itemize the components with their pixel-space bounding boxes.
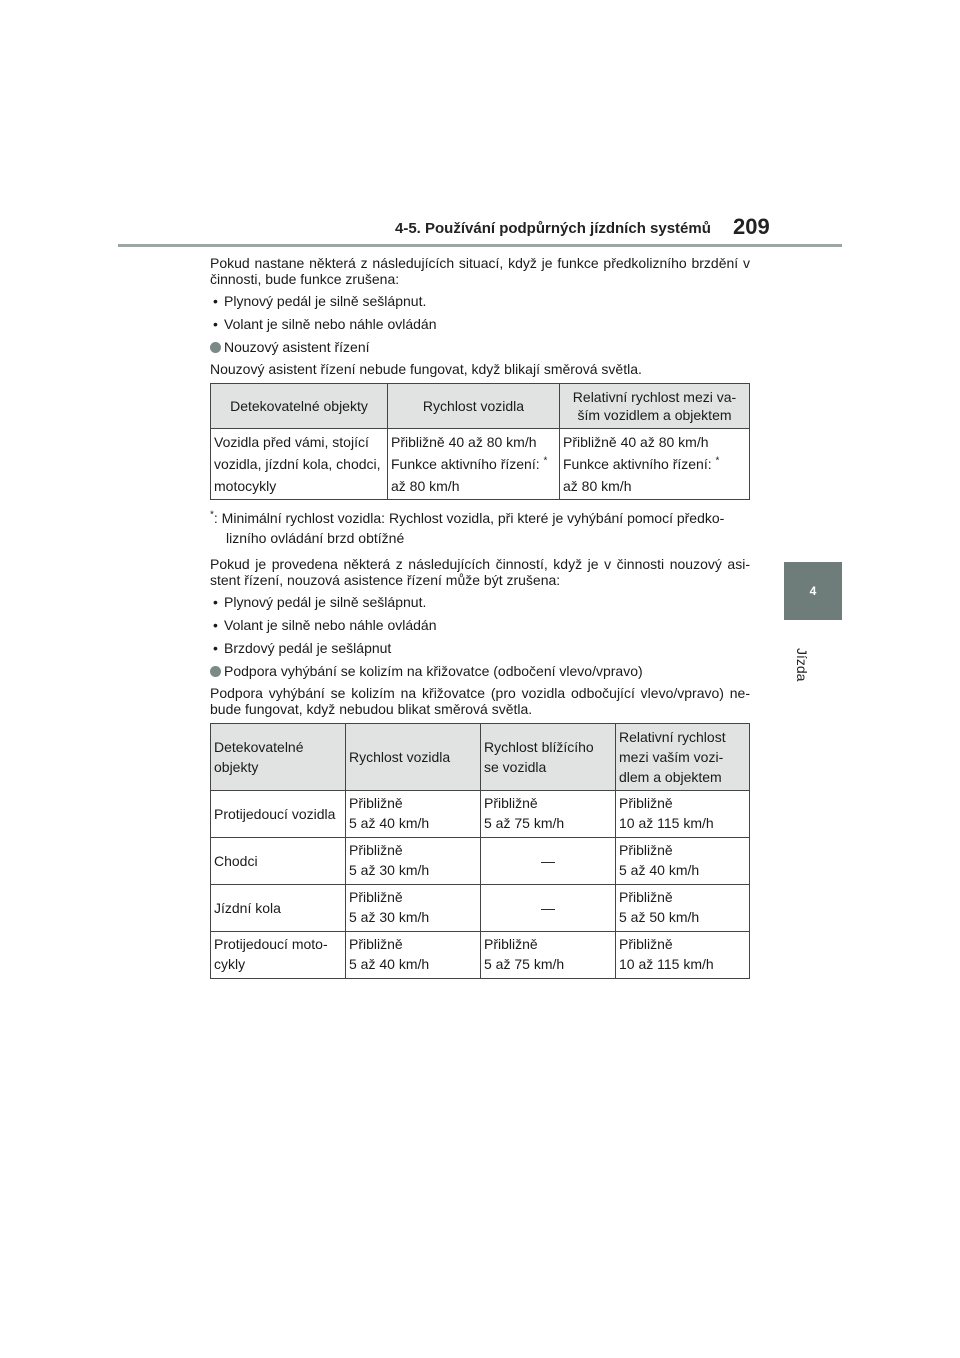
- chapter-label: [788, 648, 838, 708]
- table-cell: Přibližně 10 až 115 km/h: [616, 932, 750, 979]
- list-item: • Plynový pedál je silně sešlápnut.: [213, 293, 427, 309]
- list-item: • Volant je silně nebo náhle ovládán: [213, 316, 437, 332]
- table-header: Rychlost blížícího se vozidla: [481, 724, 616, 791]
- table-cell: Přibližně 5 až 30 km/h: [346, 885, 481, 932]
- table-cell: Přibližně 5 až 50 km/h: [616, 885, 750, 932]
- paragraph: Pokud je provedena některá z následujících činností, když je v činnosti nouzový asi-stent řízení, nouzová asistence řízení může být zrušena:: [210, 556, 750, 588]
- table-header: Detekovatelné objekty: [211, 384, 388, 429]
- paragraph: Podpora vyhýbání se kolizím na křižovatce (pro vozidla odbočující vlevo/vpravo) ne-bude fungovat, když nebudou blikat směrová světla.: [210, 685, 750, 717]
- table-cell: Protijedoucí vozidla: [211, 791, 346, 838]
- table-header: Rychlost vozidla: [388, 384, 560, 429]
- list-item: • Volant je silně nebo náhle ovládán: [213, 617, 437, 633]
- table-cell: Přibližně 40 až 80 km/h Funkce aktivního řízení: * až 80 km/h: [560, 429, 750, 500]
- table-row: [211, 429, 750, 500]
- table-cell: Přibližně 5 až 40 km/h: [616, 838, 750, 885]
- table-cell: Jízdní kola: [211, 885, 346, 932]
- table-row: [211, 838, 750, 885]
- table-cell: Přibližně 10 až 115 km/h: [616, 791, 750, 838]
- table-cell: Přibližně 5 až 40 km/h: [346, 932, 481, 979]
- footnote: *: Minimální rychlost vozidla: Rychlost vozidla, při které je vyhýbání pomocí předko-lizního ovládání brzd obtížné: [210, 509, 725, 546]
- table-row: [211, 885, 750, 932]
- speed-table-2: [210, 723, 750, 979]
- table-cell: —: [481, 885, 616, 932]
- intro-paragraph: Pokud nastane některá z následujících situací, když je funkce předkolizního brzdění v činnosti, bude funkce zrušena:: [210, 255, 750, 287]
- list-item: • Plynový pedál je silně sešlápnut.: [213, 594, 427, 610]
- section-title: 4-5. Používání podpůrných jízdních systémů: [395, 220, 711, 237]
- chapter-tab: 4: [784, 562, 842, 620]
- paragraph: Nouzový asistent řízení nebude fungovat, když blikají směrová světla.: [210, 361, 642, 377]
- table-cell: Přibližně 5 až 75 km/h: [481, 932, 616, 979]
- table-cell: Přibližně 40 až 80 km/h Funkce aktivního řízení: * až 80 km/h: [388, 429, 560, 500]
- table-cell: Protijedoucí moto- cykly: [211, 932, 346, 979]
- table-cell: Vozidla před vámi, stojící vozidla, jízdní kola, chodci, motocykly: [211, 429, 388, 500]
- chapter-label-text: Jízda: [794, 648, 810, 682]
- page-content: [210, 255, 750, 987]
- list-item: • Brzdový pedál je sešlápnut: [213, 640, 392, 656]
- table-row: [211, 932, 750, 979]
- table-cell: Přibližně 5 až 75 km/h: [481, 791, 616, 838]
- header-divider: [118, 244, 842, 247]
- table-row: [211, 791, 750, 838]
- section-heading: Nouzový asistent řízení: [210, 339, 750, 355]
- table-header: Detekovatelné objekty: [211, 724, 346, 791]
- table-cell: —: [481, 838, 616, 885]
- section-heading: Podpora vyhýbání se kolizím na křižovatce (odbočení vlevo/vpravo): [210, 663, 750, 679]
- table-cell: Přibližně 5 až 30 km/h: [346, 838, 481, 885]
- bullet-circle-icon: [210, 666, 221, 677]
- table-cell: Chodci: [211, 838, 346, 885]
- table-cell: Přibližně 5 až 40 km/h: [346, 791, 481, 838]
- bullet-circle-icon: [210, 342, 221, 353]
- table-header: Rychlost vozidla: [346, 724, 481, 791]
- table-header: Relativní rychlost mezi va- ším vozidlem a objektem: [560, 384, 750, 429]
- page-number: 209: [733, 214, 770, 239]
- table-header: Relativní rychlost mezi vaším vozi- dlem a objektem: [616, 724, 750, 791]
- speed-table-1: [210, 383, 750, 500]
